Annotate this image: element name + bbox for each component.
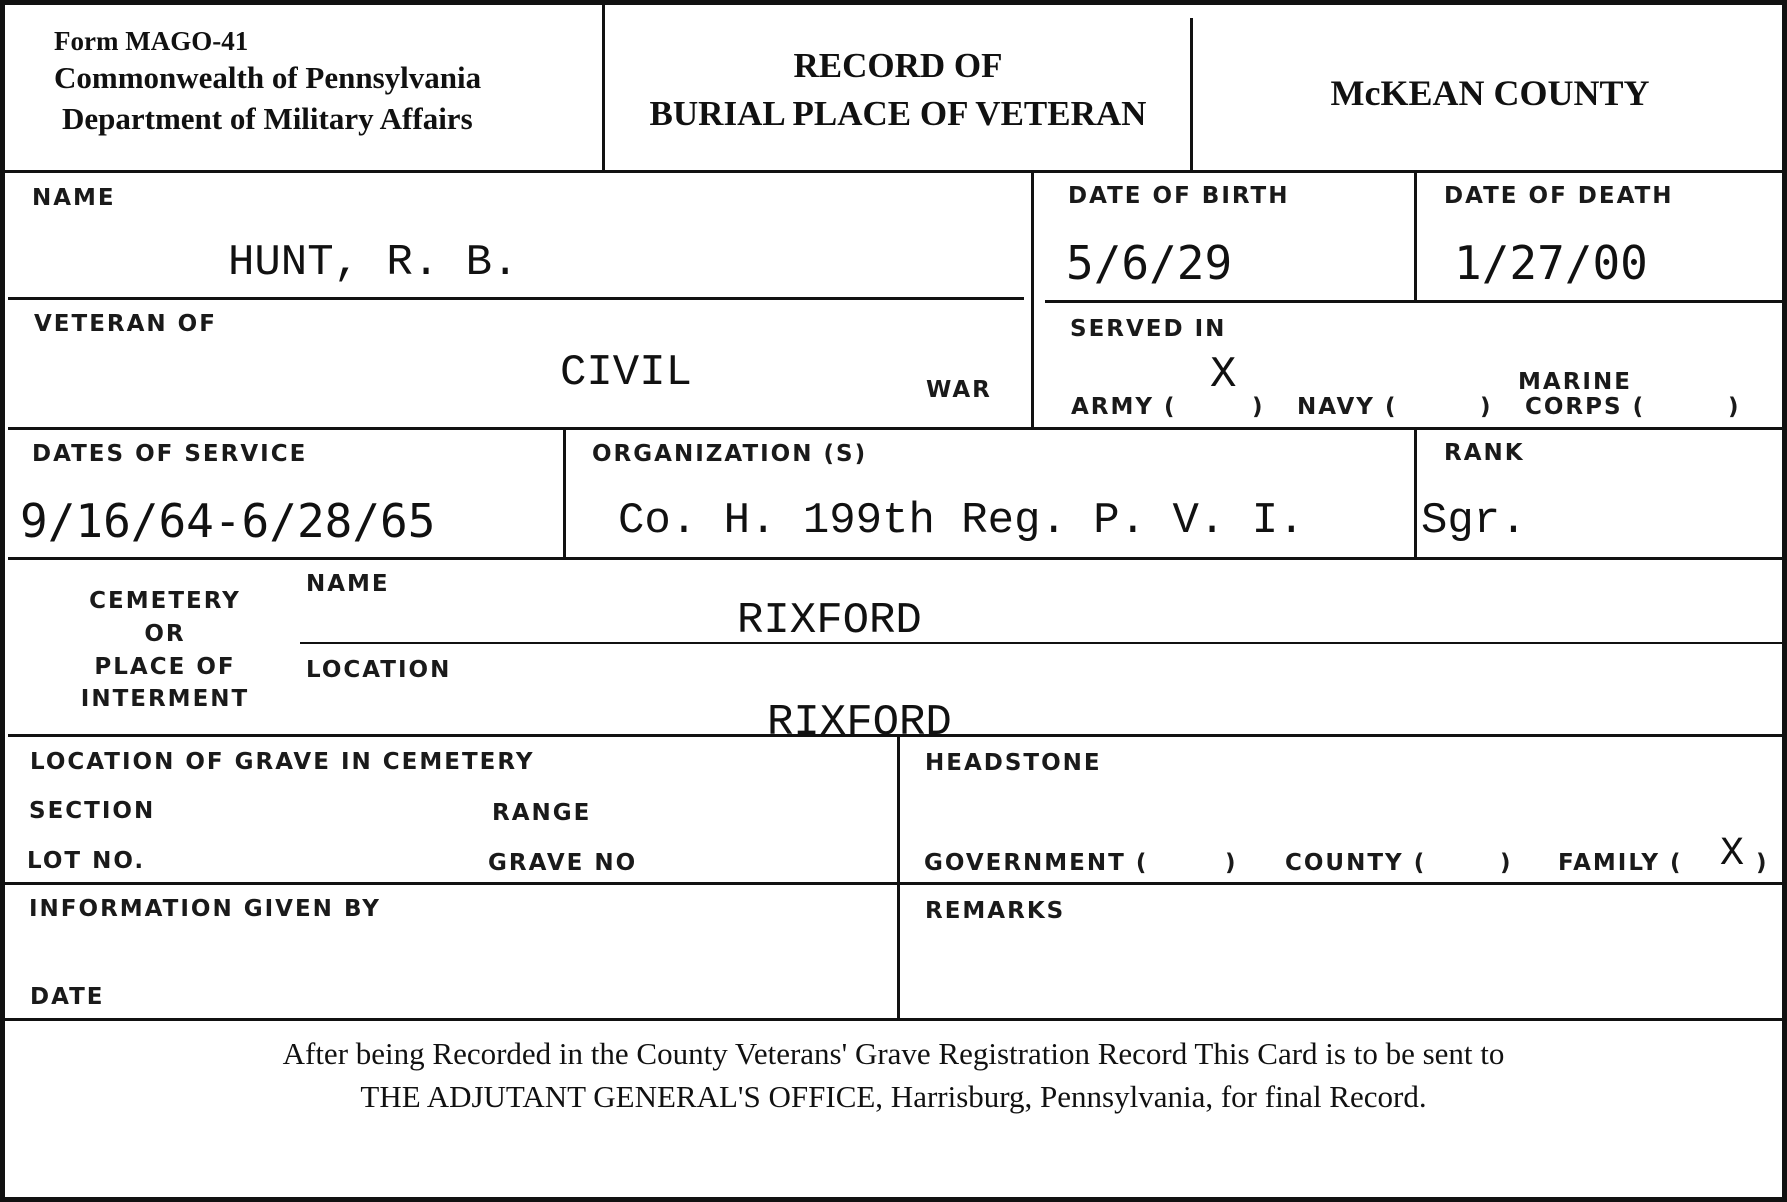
form-issuer-commonwealth: Commonwealth of Pennsylvania <box>54 60 482 95</box>
date-of-death-label: DATE OF DEATH <box>1444 183 1674 209</box>
county-heading: McKEAN COUNTY <box>1330 73 1650 113</box>
cemetery-name-rule <box>300 642 1787 644</box>
form-issuer-department: Department of Military Affairs <box>62 101 473 136</box>
veteran-row-rule <box>8 427 1787 430</box>
grave-row-rule <box>0 882 1787 885</box>
header-bottom-rule <box>0 170 1787 173</box>
section-label: SECTION <box>29 798 156 824</box>
border-top <box>0 0 1787 5</box>
cemetery-name-value: RIXFORD <box>737 596 922 646</box>
war-label: WAR <box>926 377 992 403</box>
rank-label: RANK <box>1444 440 1525 466</box>
lot-no-label: LOT NO. <box>27 848 146 874</box>
government-label: GOVERNMENT ( <box>924 850 1149 876</box>
dates-of-service-label: DATES OF SERVICE <box>32 441 308 467</box>
family-label: FAMILY ( <box>1558 850 1683 876</box>
cemetery-label-line4: INTERMENT <box>80 686 250 712</box>
grave-headstone-divider <box>897 737 900 1021</box>
corps-label-close: ) <box>1728 394 1741 420</box>
record-title-line1: RECORD OF <box>793 46 1003 85</box>
army-check-mark: X <box>1210 350 1237 400</box>
veteran-of-value: CIVIL <box>560 348 693 398</box>
county-label-close: ) <box>1500 850 1513 876</box>
service-divider <box>563 430 566 557</box>
service-row-rule <box>8 557 1787 560</box>
organizations-label: ORGANIZATION (S) <box>592 441 868 467</box>
information-given-by-label: INFORMATION GIVEN BY <box>29 896 381 922</box>
navy-label-close: ) <box>1480 394 1493 420</box>
veteran-name-value: HUNT, R. B. <box>228 238 519 288</box>
veteran-of-label: VETERAN OF <box>34 311 217 337</box>
army-label: ARMY ( <box>1071 394 1177 420</box>
dates-row-rule <box>1045 300 1787 303</box>
cemetery-label-line2: OR <box>144 621 186 647</box>
corps-label: CORPS ( <box>1525 394 1646 420</box>
cemetery-name-label: NAME <box>306 571 390 597</box>
form-number: Form MAGO-41 <box>54 26 249 56</box>
grave-no-label: GRAVE NO <box>488 850 638 876</box>
army-label-close: ) <box>1252 394 1265 420</box>
cemetery-location-label: LOCATION <box>306 657 452 683</box>
family-label-close: ) <box>1756 850 1769 876</box>
header-divider-1 <box>602 5 605 171</box>
county-label: COUNTY ( <box>1285 850 1427 876</box>
navy-label: NAVY ( <box>1297 394 1398 420</box>
headstone-label: HEADSTONE <box>925 750 1102 776</box>
date-of-birth-label: DATE OF BIRTH <box>1068 183 1290 209</box>
date-of-death-value: 1/27/00 <box>1454 236 1648 290</box>
government-label-close: ) <box>1225 850 1238 876</box>
footer-instruction-line1: After being Recorded in the County Veterans' Grave Registration Record This Card is to be sent to <box>282 1036 1505 1071</box>
served-in-label: SERVED IN <box>1070 316 1227 342</box>
dates-of-service-value: 9/16/64-6/28/65 <box>20 494 436 548</box>
date-of-birth-value: 5/6/29 <box>1066 236 1233 290</box>
cemetery-label-line1: CEMETERY <box>89 588 241 614</box>
border-left <box>0 0 5 1202</box>
remarks-label: REMARKS <box>925 898 1066 924</box>
grave-location-label: LOCATION OF GRAVE IN CEMETERY <box>30 749 535 775</box>
border-bottom <box>0 1197 1787 1202</box>
marine-label: MARINE <box>1518 369 1632 395</box>
info-row-rule <box>0 1018 1787 1021</box>
record-title-line2: BURIAL PLACE OF VETERAN <box>649 94 1147 133</box>
birth-death-divider <box>1414 172 1417 302</box>
family-check-mark: X <box>1720 832 1745 877</box>
name-row-rule <box>8 297 1024 300</box>
rank-value: Sgr. <box>1421 496 1527 546</box>
range-label: RANGE <box>492 800 592 826</box>
footer-instruction-line2: THE ADJUTANT GENERAL'S OFFICE, Harrisburg, Pennsylvania, for final Record. <box>360 1079 1427 1114</box>
name-label: NAME <box>32 185 116 211</box>
information-date-label: DATE <box>30 984 105 1010</box>
cemetery-location-value: RIXFORD <box>767 698 952 748</box>
border-right <box>1782 0 1787 1202</box>
rank-divider <box>1414 430 1417 557</box>
cemetery-label-line3: PLACE OF <box>94 654 236 680</box>
name-column-divider <box>1031 172 1034 428</box>
organization-value: Co. H. 199th Reg. P. V. I. <box>618 496 1305 546</box>
